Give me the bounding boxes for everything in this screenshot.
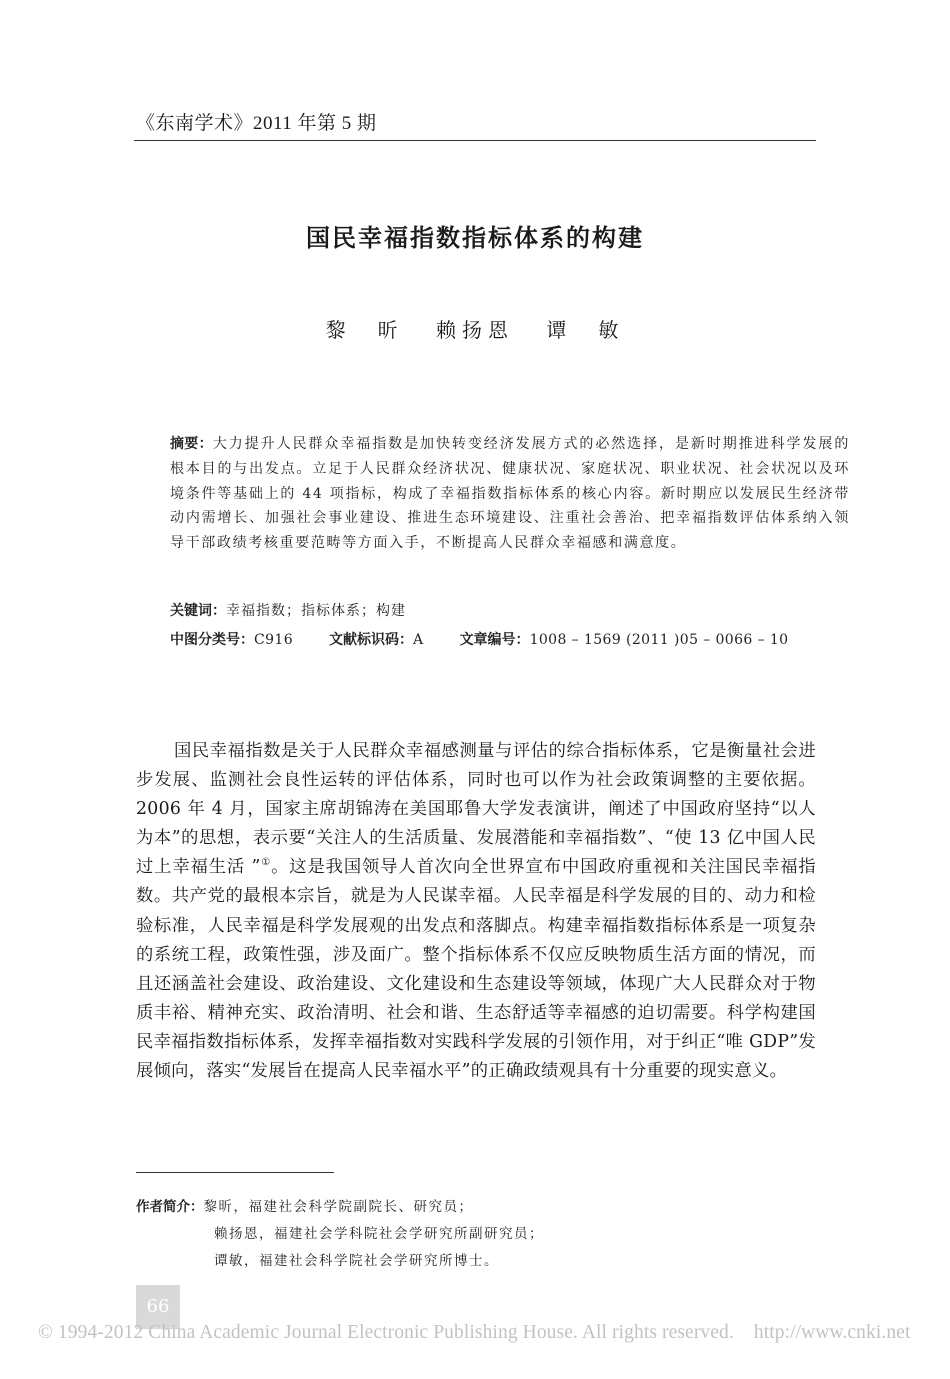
- author-bio-line: [136, 1195, 474, 1215]
- body-paragraph: [136, 737, 816, 1086]
- clc-value: C916: [254, 632, 294, 648]
- article-number-label: 文章编号：: [459, 632, 530, 648]
- journal-header: 《东南学术》2011 年第 5 期: [136, 113, 377, 134]
- author-bio-line: 谭敏，福建社会科学院社会学研究所博士。: [214, 1253, 499, 1269]
- abstract: [136, 432, 850, 556]
- article-number-value: 1008 – 1569 (2011 )05 – 0066 – 10: [529, 632, 789, 648]
- author-bio-line: 赖扬恩，福建社会学科院社会学研究所副研究员；: [214, 1226, 544, 1242]
- author-name: 谭 敏: [546, 318, 625, 342]
- author-name: 赖扬恩: [436, 318, 514, 342]
- author-bio-label: 作者简介：: [136, 1199, 204, 1215]
- author-list: [0, 314, 950, 343]
- clc-label: 中图分类号：: [170, 632, 254, 648]
- keywords: [170, 600, 406, 620]
- footnote-rule: [136, 1172, 334, 1173]
- copyright-text: © 1994-2012 China Academic Journal Electronic Publishing House. All rights reserved.: [38, 1322, 734, 1343]
- article-title: 国民幸福指数指标体系的构建: [306, 224, 644, 252]
- classification-line: [170, 629, 788, 649]
- doc-code-label: 文献标识码：: [329, 632, 414, 648]
- cnki-link[interactable]: http://www.cnki.net: [753, 1322, 911, 1343]
- doc-code-value: A: [413, 632, 424, 648]
- author-name: 黎 昕: [325, 318, 404, 342]
- keywords-text: 幸福指数；指标体系；构建: [226, 603, 406, 619]
- keywords-label: 关键词：: [170, 603, 226, 619]
- abstract-label: 摘要：: [170, 436, 213, 452]
- body-text-part1: 国民幸福指数是关于人民群众幸福感测量与评估的综合指标体系，它是衡量社会进步发展、监测社会良性运转的评估体系，同时也可以作为社会政策调整的主要依据。2006 年 4 月，国家主席胡锦涛在美国耶鲁大学发表演讲，阐述了中国政府坚持“以人为本”的思想，表示要“关注人的生活质量、发展潜能和幸福指数”、“使 13 亿中国人民过上幸福生活 ”: [136, 741, 816, 878]
- footnote-reference[interactable]: ①: [260, 857, 272, 869]
- page-number: 66: [136, 1285, 180, 1329]
- author-bio-text: 黎昕，福建社会科学院副院长、研究员；: [203, 1199, 474, 1215]
- body-text-part2: 。这是我国领导人首次向全世界宣布中国政府重视和关注国民幸福指数。共产党的最根本宗旨，就是为人民谋幸福。人民幸福是科学发展的目的、动力和检验标准，人民幸福是科学发展观的出发点和落脚点。构建幸福指数指标体系是一项复杂的系统工程，政策性强，涉及面广。整个指标体系不仅应反映物质生活方面的情况，而且还涵盖社会建设、政治建设、文化建设和生态建设等领域，体现广大人民群众对于物质丰裕、精神充实、政治清明、社会和谐、生态舒适等幸福感的迫切需要。科学构建国民幸福指数指标体系，发挥幸福指数对实践科学发展的引领作用，对于纠正“唯 GDP”发展倾向，落实“发展旨在提高人民幸福水平”的正确政绩观具有十分重要的现实意义。: [136, 857, 816, 1082]
- header-rule: [134, 140, 816, 141]
- abstract-text: 大力提升人民群众幸福指数是加快转变经济发展方式的必然选择，是新时期推进科学发展的根本目的与出发点。立足于人民群众经济状况、健康状况、家庭状况、职业状况、社会状况以及环境条件等基础上的 44 项指标，构成了幸福指数指标体系的核心内容。新时期应以发展民生经济带动内需增长、加强社会事业建设、推进生态环境建设、注重社会善治、把幸福指数评估体系纳入领导干部政绩考核重要范畴等方面入手，不断提高人民群众幸福感和满意度。: [170, 436, 850, 552]
- copyright-footer: [38, 1322, 950, 1344]
